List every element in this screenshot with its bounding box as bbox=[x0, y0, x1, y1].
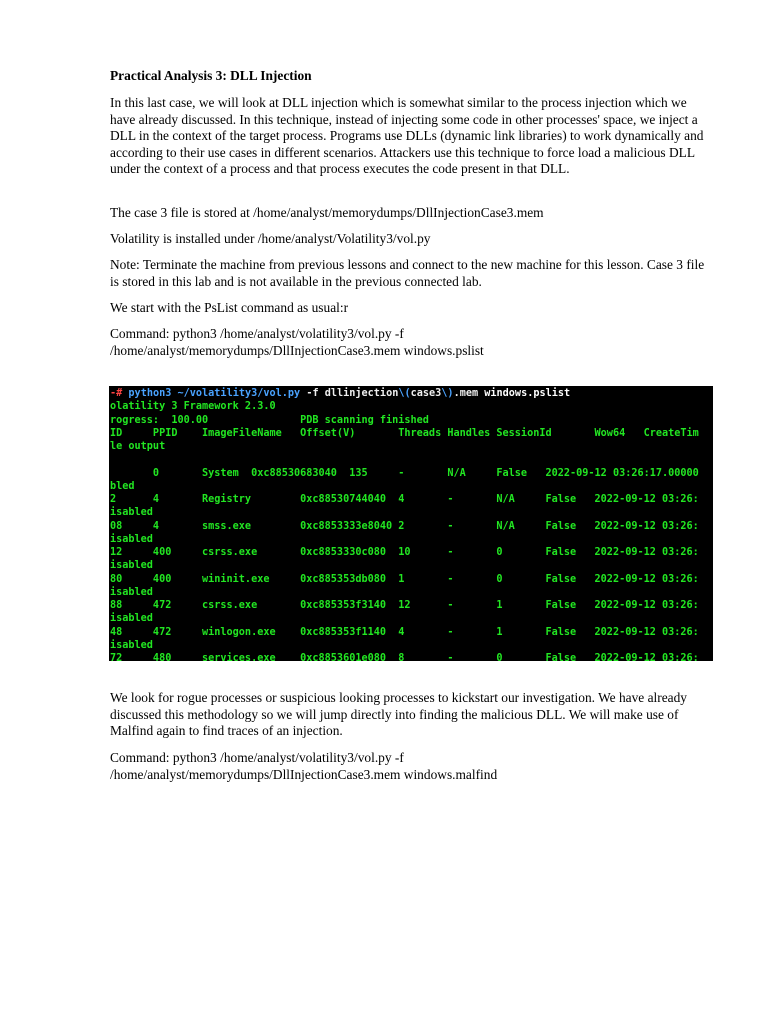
terminal-command-line: -# python3 ~/volatility3/vol.py -f dllinjection\(case3\).mem windows.pslist bbox=[110, 388, 571, 399]
terminal-line: le output bbox=[110, 441, 166, 452]
malfind-intro-paragraph: We look for rogue processes or suspicious looking processes to kickstart our investigation. We have already discussed this methodology so we will jump directly into finding the malicious DLL. We will make use of Malfind again to find traces of an injection. bbox=[110, 690, 687, 739]
command-pslist: Command: python3 /home/analyst/volatility3/vol.py -f /home/analyst/memorydumps/DllInjectionCase3.mem windows.pslist bbox=[110, 326, 484, 358]
terminal-screenshot bbox=[109, 386, 713, 661]
terminal-line: rogress: 100.00 PDB scanning finished bbox=[110, 414, 429, 426]
terminal-line: ID PPID ImageFileName Offset(V) Threads Handles SessionId Wow64 CreateTim bbox=[110, 427, 699, 439]
note-paragraph: Note: Terminate the machine from previous lessons and connect to the new machine for this lesson. Case 3 file is stored in this lab and is not available in the previous connected lab. bbox=[110, 257, 705, 289]
terminal-line: 80 400 wininit.exe 0xc885353db080 1 - 0 False 2022-09-12 03:26: bbox=[110, 573, 699, 585]
volatility-paragraph: Volatility is installed under /home/analyst/Volatility3/vol.py bbox=[110, 231, 431, 246]
terminal-line: isabled bbox=[110, 560, 153, 571]
section-title: Practical Analysis 3: DLL Injection bbox=[110, 68, 312, 83]
terminal-line: 08 4 smss.exe 0xc8853333e8040 2 - N/A False 2022-09-12 03:26: bbox=[110, 520, 699, 532]
case-file-paragraph: The case 3 file is stored at /home/analyst/memorydumps/DllInjectionCase3.mem bbox=[110, 205, 544, 220]
terminal-line: 2 4 Registry 0xc88530744040 4 - N/A False 2022-09-12 03:26: bbox=[110, 494, 699, 505]
terminal-line: 48 472 winlogon.exe 0xc885353f1140 4 - 1 False 2022-09-12 03:26: bbox=[110, 626, 699, 638]
terminal-line: 88 472 csrss.exe 0xc885353f3140 12 - 1 False 2022-09-12 03:26: bbox=[110, 600, 699, 611]
terminal-line: bled bbox=[110, 480, 135, 492]
command-malfind: Command: python3 /home/analyst/volatility3/vol.py -f /home/analyst/memorydumps/DllInjectionCase3.mem windows.malfind bbox=[110, 750, 498, 782]
terminal-line: olatility 3 Framework 2.3.0 bbox=[110, 401, 276, 412]
terminal-line: isabled bbox=[110, 639, 153, 651]
pslist-intro-paragraph: We start with the PsList command as usual:r bbox=[110, 300, 349, 315]
terminal-line: 72 480 services.exe 0xc8853601e080 8 - 0 False 2022-09-12 03:26: bbox=[110, 653, 699, 661]
intro-paragraph: In this last case, we will look at DLL injection which is somewhat similar to the process injection which we have already discussed. In this technique, instead of injecting some code in other processes' space, we inject a DLL in the context of the target process. Programs use DLLs (dynamic link libraries) to work dynamically and according to their use cases in different scenarios. Attackers use this technique to force load a malicious DLL under the context of a process and that process executes the code present in that DLL. bbox=[110, 95, 704, 177]
terminal-line: isabled bbox=[110, 586, 153, 598]
terminal-line: 0 System 0xc88530683040 135 - N/A False 2022-09-12 03:26:17.00000 bbox=[110, 467, 699, 479]
terminal-line: isabled bbox=[110, 507, 153, 518]
terminal-line: 12 400 csrss.exe 0xc8853330c080 10 - 0 False 2022-09-12 03:26: bbox=[110, 547, 699, 558]
terminal-line: isabled bbox=[110, 613, 153, 624]
terminal-line: isabled bbox=[110, 533, 153, 545]
